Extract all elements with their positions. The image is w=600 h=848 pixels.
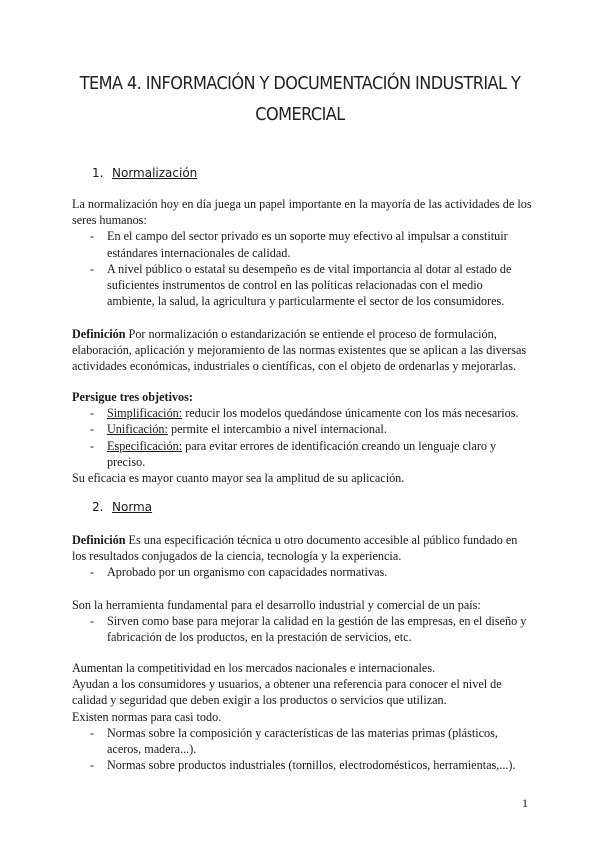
section-1-heading	[92, 166, 197, 180]
tool-bullet-list	[72, 613, 532, 645]
objective-text: para evitar errores de identificación creando un lenguaje claro y preciso.	[107, 438, 497, 469]
definition-text: Es una especificación técnica u otro documento accesible al público fundado en los resultados conjugados de la ciencia, tecnología y la experiencia.	[72, 533, 518, 564]
objectives-block	[72, 389, 532, 486]
section-1-definition	[72, 326, 532, 375]
definition-text: Por normalización o estandarización se entiende el proceso de formulación, elaboración, aplicación y mejoramiento de las normas existentes que se aplican a las diversas actividades económicas, industriales o científicas, con el objeto de ordenarlas y mejorarlas.	[72, 327, 527, 374]
section-2-number: 2.	[92, 500, 104, 514]
list-item: - Normas sobre la composición y características de las materias primas (plásticos, aceros, madera...).	[72, 725, 532, 757]
list-item: - En el campo del sector privado es un soporte muy efectivo al impulsar a constituir estándares internacionales de calidad.	[72, 228, 532, 260]
norm-bullet-list	[72, 725, 532, 774]
section-2-heading	[92, 500, 152, 514]
section-1-title: Normalización	[112, 166, 198, 180]
section-2-def-bullets	[72, 564, 532, 580]
section-2-tool-block	[72, 597, 532, 646]
objective-term: Simplificación:	[107, 406, 183, 421]
section-1-intro-block	[72, 196, 532, 309]
objective-text: permite el intercambio a nivel internacional.	[167, 422, 387, 437]
section-1-definition-block	[72, 326, 532, 375]
section-1-number: 1.	[92, 166, 104, 180]
list-item: - Sirven como base para mejorar la calidad en la gestión de las empresas, en el diseño y fabricación de los productos, en la prestación de servicios, etc.	[72, 613, 532, 645]
consumers-text: Ayudan a los consumidores y usuarios, a obtener una referencia para conocer el nivel de calidad y seguridad que deben exigir a los productos o servicios que utilizan.	[72, 677, 502, 708]
section-2-more-block	[72, 660, 532, 773]
competitiveness-text: Aumentan la competitividad en los mercados nacionales e internacionales.	[72, 661, 436, 675]
efficacy-text: Su eficacia es mayor cuanto mayor sea la amplitud de su aplicación.	[72, 471, 405, 486]
objective-text: reducir los modelos quedándose únicamente con los más necesarios.	[182, 406, 519, 421]
page-number: 1	[522, 796, 528, 810]
list-item	[72, 421, 532, 437]
list-item	[72, 438, 532, 470]
objective-term: Unificación:	[107, 422, 168, 437]
objectives-label: Persigue tres objetivos:	[72, 390, 193, 404]
section-2-title: Norma	[112, 500, 153, 514]
section-2-definition	[72, 532, 532, 564]
title-line-2: COMERCIAL	[255, 105, 345, 125]
list-item: - Aprobado por un organismo con capacidades normativas.	[72, 564, 532, 580]
objectives-list	[72, 405, 532, 470]
tool-intro: Son la herramienta fundamental para el desarrollo industrial y comercial de un país:	[72, 598, 481, 612]
list-item: - Normas sobre productos industriales (tornillos, electrodomésticos, herramientas,...).	[72, 757, 532, 773]
definition-label: Definición	[72, 327, 126, 341]
title-line-1: TEMA 4. INFORMACIÓN Y DOCUMENTACIÓN INDUSTRIAL Y	[79, 74, 521, 94]
definition-label: Definición	[72, 533, 126, 547]
existence-text: Existen normas para casi todo.	[72, 709, 222, 724]
section-1-bullet-list	[72, 228, 532, 309]
section-2-definition-block	[72, 532, 532, 581]
section-1-intro: La normalización hoy en día juega un papel importante en la mayoría de las actividades de los seres humanos:	[72, 197, 532, 228]
list-item: - A nivel público o estatal su desempeño es de vital importancia al dotar al estado de suficientes instrumentos de control en las políticas relacionadas con el medio ambiente, la salud, la agricultura y particularmente el sector de los consumidores.	[72, 261, 532, 310]
list-item	[72, 405, 532, 421]
objective-term: Especificación:	[107, 438, 183, 453]
